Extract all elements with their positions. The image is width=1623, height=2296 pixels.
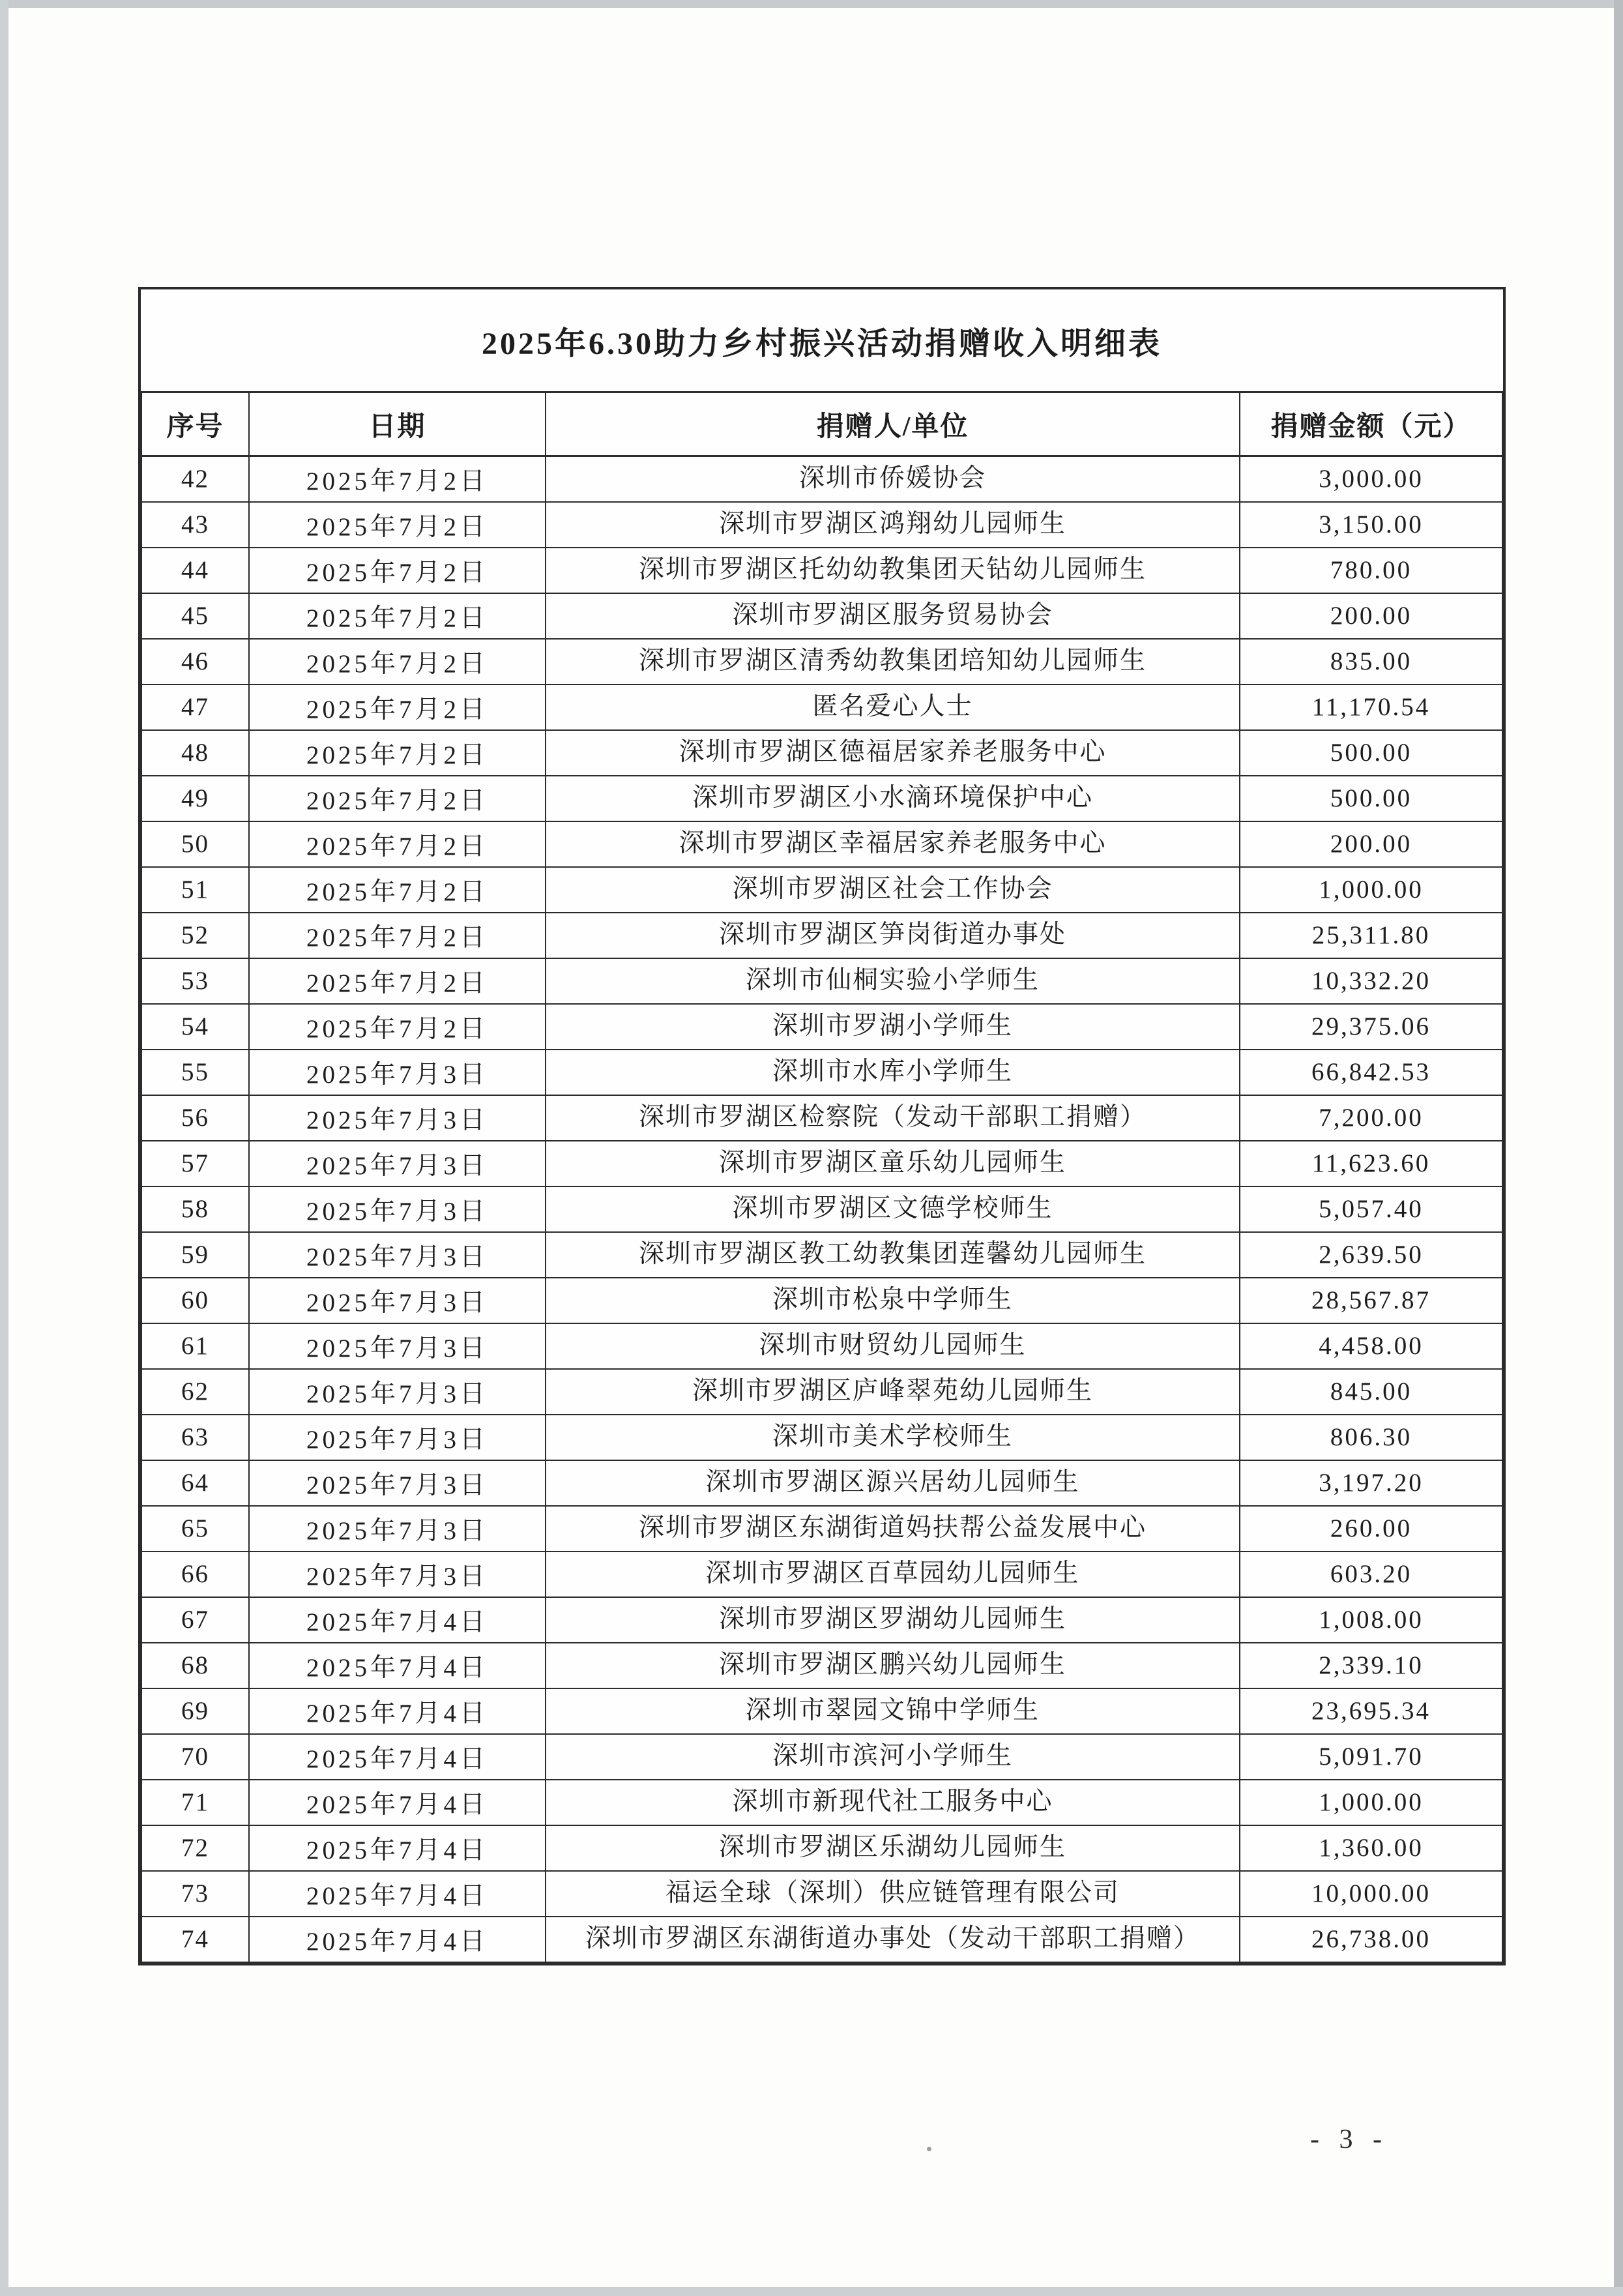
table-row	[141, 1186, 1502, 1232]
table-row	[141, 639, 1502, 684]
date-cell: 2025年7月4日	[249, 1825, 546, 1871]
amount-cell: 7,200.00	[1240, 1095, 1502, 1141]
row-number-cell: 47	[141, 684, 249, 730]
amount-cell: 28,567.87	[1240, 1278, 1502, 1323]
donor-cell: 深圳市罗湖小学师生	[546, 1004, 1240, 1050]
scan-edge-left	[0, 0, 8, 2296]
row-number-cell: 50	[141, 821, 249, 867]
donor-cell: 深圳市罗湖区德福居家养老服务中心	[546, 730, 1240, 776]
table-row	[141, 548, 1502, 593]
row-number-cell: 49	[141, 776, 249, 821]
date-cell: 2025年7月4日	[249, 1780, 546, 1825]
donation-table	[138, 287, 1506, 1965]
row-number-cell: 74	[141, 1917, 249, 1962]
date-cell: 2025年7月3日	[249, 1506, 546, 1552]
stray-ink-mark	[927, 2147, 931, 2151]
amount-cell: 200.00	[1240, 821, 1502, 867]
amount-cell: 835.00	[1240, 639, 1502, 684]
table-row	[141, 1095, 1502, 1141]
donor-cell: 深圳市罗湖区罗湖幼儿园师生	[546, 1597, 1240, 1643]
row-number-cell: 57	[141, 1141, 249, 1186]
row-number-cell: 68	[141, 1643, 249, 1688]
row-number-cell: 73	[141, 1871, 249, 1917]
date-cell: 2025年7月4日	[249, 1643, 546, 1688]
amount-cell: 3,197.20	[1240, 1460, 1502, 1506]
date-cell: 2025年7月2日	[249, 1004, 546, 1050]
row-number-cell: 55	[141, 1050, 249, 1095]
row-number-cell: 45	[141, 593, 249, 639]
column-header-no: 序号	[141, 392, 249, 456]
column-header-donor: 捐赠人/单位	[546, 392, 1240, 456]
table-row	[141, 1597, 1502, 1643]
donor-cell: 深圳市罗湖区东湖街道办事处（发动干部职工捐赠）	[546, 1917, 1240, 1962]
row-number-cell: 53	[141, 958, 249, 1004]
date-cell: 2025年7月3日	[249, 1278, 546, 1323]
table-row	[141, 593, 1502, 639]
donor-cell: 深圳市罗湖区鸿翔幼儿园师生	[546, 502, 1240, 548]
row-number-cell: 63	[141, 1415, 249, 1460]
date-cell: 2025年7月2日	[249, 684, 546, 730]
date-cell: 2025年7月2日	[249, 821, 546, 867]
date-cell: 2025年7月2日	[249, 958, 546, 1004]
row-number-cell: 71	[141, 1780, 249, 1825]
amount-cell: 10,000.00	[1240, 1871, 1502, 1917]
donor-cell: 深圳市罗湖区服务贸易协会	[546, 593, 1240, 639]
donor-cell: 深圳市罗湖区鹏兴幼儿园师生	[546, 1643, 1240, 1688]
donor-cell: 深圳市罗湖区托幼幼教集团天钻幼儿园师生	[546, 548, 1240, 593]
page-number: - 3 -	[1310, 2125, 1388, 2155]
table-row	[141, 1004, 1502, 1050]
donor-cell: 深圳市美术学校师生	[546, 1415, 1240, 1460]
table-row	[141, 776, 1502, 821]
row-number-cell: 59	[141, 1232, 249, 1278]
table-row	[141, 1917, 1502, 1962]
table-row	[141, 1552, 1502, 1597]
date-cell: 2025年7月2日	[249, 730, 546, 776]
date-cell: 2025年7月3日	[249, 1323, 546, 1369]
row-number-cell: 67	[141, 1597, 249, 1643]
date-cell: 2025年7月2日	[249, 776, 546, 821]
date-cell: 2025年7月2日	[249, 639, 546, 684]
date-cell: 2025年7月3日	[249, 1186, 546, 1232]
amount-cell: 603.20	[1240, 1552, 1502, 1597]
date-cell: 2025年7月2日	[249, 593, 546, 639]
donor-cell: 深圳市罗湖区清秀幼教集团培知幼儿园师生	[546, 639, 1240, 684]
amount-cell: 500.00	[1240, 776, 1502, 821]
amount-cell: 11,623.60	[1240, 1141, 1502, 1186]
table-row	[141, 958, 1502, 1004]
donor-cell: 深圳市新现代社工服务中心	[546, 1780, 1240, 1825]
table-row	[141, 1780, 1502, 1825]
date-cell: 2025年7月2日	[249, 502, 546, 548]
donor-cell: 深圳市罗湖区庐峰翠苑幼儿园师生	[546, 1369, 1240, 1415]
donor-cell: 深圳市罗湖区百草园幼儿园师生	[546, 1552, 1240, 1597]
scan-edge-bottom	[0, 2287, 1623, 2296]
amount-cell: 3,150.00	[1240, 502, 1502, 548]
table-row	[141, 502, 1502, 548]
donor-cell: 深圳市罗湖区小水滴环境保护中心	[546, 776, 1240, 821]
date-cell: 2025年7月4日	[249, 1734, 546, 1780]
amount-cell: 500.00	[1240, 730, 1502, 776]
table-row	[141, 1643, 1502, 1688]
row-number-cell: 54	[141, 1004, 249, 1050]
date-cell: 2025年7月4日	[249, 1688, 546, 1734]
date-cell: 2025年7月3日	[249, 1552, 546, 1597]
donor-cell: 深圳市罗湖区源兴居幼儿园师生	[546, 1460, 1240, 1506]
row-number-cell: 61	[141, 1323, 249, 1369]
date-cell: 2025年7月3日	[249, 1141, 546, 1186]
table-row	[141, 821, 1502, 867]
date-cell: 2025年7月4日	[249, 1597, 546, 1643]
table-row	[141, 867, 1502, 913]
table-row	[141, 1734, 1502, 1780]
date-cell: 2025年7月2日	[249, 456, 546, 502]
table-row	[141, 456, 1502, 502]
table-row	[141, 1460, 1502, 1506]
donor-cell: 深圳市水库小学师生	[546, 1050, 1240, 1095]
donor-cell: 深圳市滨河小学师生	[546, 1734, 1240, 1780]
row-number-cell: 46	[141, 639, 249, 684]
table-row	[141, 730, 1502, 776]
table-row	[141, 1050, 1502, 1095]
donor-cell: 深圳市侨媛协会	[546, 456, 1240, 502]
scan-edge-top	[0, 0, 1623, 8]
amount-cell: 66,842.53	[1240, 1050, 1502, 1095]
row-number-cell: 56	[141, 1095, 249, 1141]
amount-cell: 25,311.80	[1240, 913, 1502, 958]
table-row	[141, 913, 1502, 958]
table-row	[141, 1141, 1502, 1186]
table-row	[141, 1871, 1502, 1917]
amount-cell: 1,360.00	[1240, 1825, 1502, 1871]
donor-cell: 深圳市罗湖区笋岗街道办事处	[546, 913, 1240, 958]
row-number-cell: 62	[141, 1369, 249, 1415]
donor-cell: 深圳市松泉中学师生	[546, 1278, 1240, 1323]
row-number-cell: 72	[141, 1825, 249, 1871]
date-cell: 2025年7月4日	[249, 1871, 546, 1917]
table-title: 2025年6.30助力乡村振兴活动捐赠收入明细表	[481, 326, 1162, 361]
row-number-cell: 66	[141, 1552, 249, 1597]
row-number-cell: 52	[141, 913, 249, 958]
table-row	[141, 1506, 1502, 1552]
amount-cell: 780.00	[1240, 548, 1502, 593]
amount-cell: 845.00	[1240, 1369, 1502, 1415]
table-row	[141, 1278, 1502, 1323]
table-row	[141, 1232, 1502, 1278]
amount-cell: 26,738.00	[1240, 1917, 1502, 1962]
date-cell: 2025年7月2日	[249, 548, 546, 593]
amount-cell: 29,375.06	[1240, 1004, 1502, 1050]
donor-cell: 深圳市罗湖区东湖街道妈扶帮公益发展中心	[546, 1506, 1240, 1552]
row-number-cell: 51	[141, 867, 249, 913]
amount-cell: 3,000.00	[1240, 456, 1502, 502]
amount-cell: 1,000.00	[1240, 867, 1502, 913]
date-cell: 2025年7月4日	[249, 1917, 546, 1962]
row-number-cell: 44	[141, 548, 249, 593]
column-header-date: 日期	[249, 392, 546, 456]
row-number-cell: 60	[141, 1278, 249, 1323]
amount-cell: 260.00	[1240, 1506, 1502, 1552]
date-cell: 2025年7月3日	[249, 1050, 546, 1095]
amount-cell: 1,008.00	[1240, 1597, 1502, 1643]
date-cell: 2025年7月3日	[249, 1460, 546, 1506]
amount-cell: 11,170.54	[1240, 684, 1502, 730]
row-number-cell: 64	[141, 1460, 249, 1506]
donor-cell: 深圳市罗湖区文德学校师生	[546, 1186, 1240, 1232]
amount-cell: 10,332.20	[1240, 958, 1502, 1004]
donor-cell: 深圳市罗湖区教工幼教集团莲馨幼儿园师生	[546, 1232, 1240, 1278]
amount-cell: 200.00	[1240, 593, 1502, 639]
row-number-cell: 42	[141, 456, 249, 502]
amount-cell: 23,695.34	[1240, 1688, 1502, 1734]
amount-cell: 5,057.40	[1240, 1186, 1502, 1232]
date-cell: 2025年7月3日	[249, 1369, 546, 1415]
row-number-cell: 43	[141, 502, 249, 548]
amount-cell: 806.30	[1240, 1415, 1502, 1460]
row-number-cell: 48	[141, 730, 249, 776]
donor-cell: 深圳市罗湖区童乐幼儿园师生	[546, 1141, 1240, 1186]
date-cell: 2025年7月3日	[249, 1415, 546, 1460]
amount-cell: 1,000.00	[1240, 1780, 1502, 1825]
scan-edge-right	[1614, 0, 1623, 2296]
table-row	[141, 1415, 1502, 1460]
header-row	[141, 392, 1502, 456]
row-number-cell: 70	[141, 1734, 249, 1780]
table-row	[141, 1369, 1502, 1415]
row-number-cell: 65	[141, 1506, 249, 1552]
donor-cell: 深圳市罗湖区乐湖幼儿园师生	[546, 1825, 1240, 1871]
donation-detail-grid	[141, 391, 1503, 1963]
table-row	[141, 1825, 1502, 1871]
donor-cell: 深圳市财贸幼儿园师生	[546, 1323, 1240, 1369]
date-cell: 2025年7月3日	[249, 1095, 546, 1141]
column-header-amount: 捐赠金额（元）	[1240, 392, 1502, 456]
donor-cell: 深圳市罗湖区检察院（发动干部职工捐赠）	[546, 1095, 1240, 1141]
donor-cell: 深圳市仙桐实验小学师生	[546, 958, 1240, 1004]
amount-cell: 5,091.70	[1240, 1734, 1502, 1780]
donor-cell: 深圳市罗湖区幸福居家养老服务中心	[546, 821, 1240, 867]
row-number-cell: 69	[141, 1688, 249, 1734]
table-row	[141, 684, 1502, 730]
amount-cell: 2,639.50	[1240, 1232, 1502, 1278]
date-cell: 2025年7月2日	[249, 867, 546, 913]
donor-cell: 深圳市罗湖区社会工作协会	[546, 867, 1240, 913]
amount-cell: 2,339.10	[1240, 1643, 1502, 1688]
table-row	[141, 1688, 1502, 1734]
donor-cell: 匿名爱心人士	[546, 684, 1240, 730]
table-row	[141, 1323, 1502, 1369]
amount-cell: 4,458.00	[1240, 1323, 1502, 1369]
date-cell: 2025年7月2日	[249, 913, 546, 958]
donor-cell: 深圳市翠园文锦中学师生	[546, 1688, 1240, 1734]
row-number-cell: 58	[141, 1186, 249, 1232]
donor-cell: 福运全球（深圳）供应链管理有限公司	[546, 1871, 1240, 1917]
date-cell: 2025年7月3日	[249, 1232, 546, 1278]
